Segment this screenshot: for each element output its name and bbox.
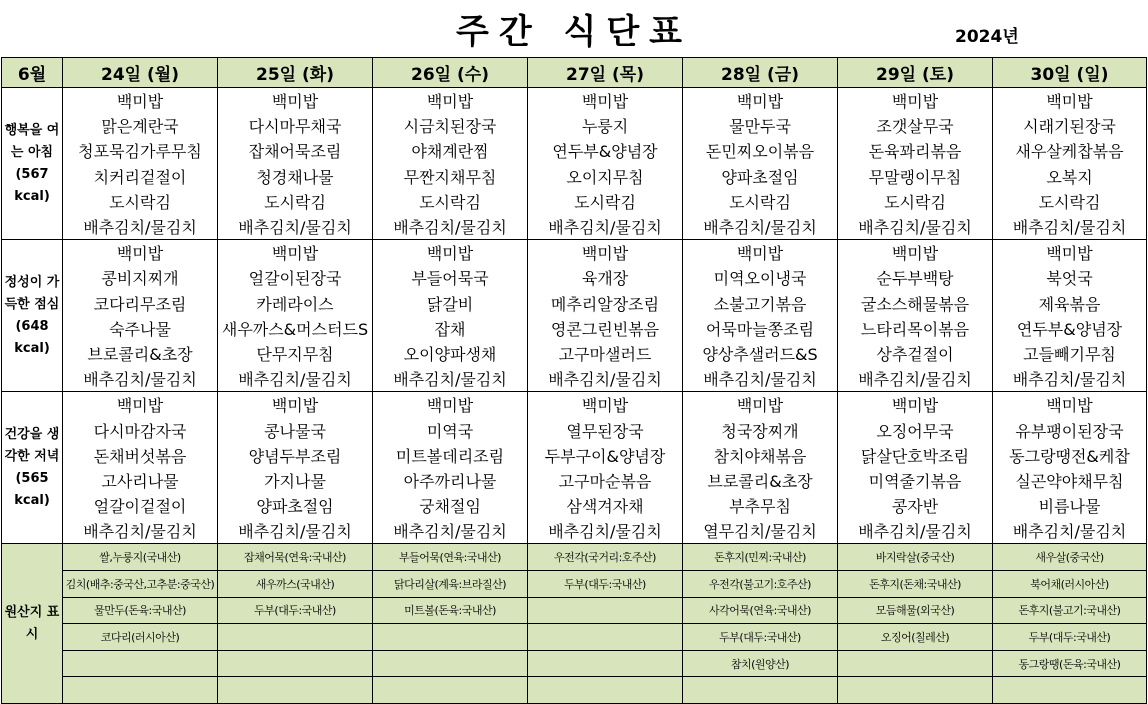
menu-item: 백미밥 bbox=[838, 88, 993, 114]
menu-item: 배추김치/물김치 bbox=[63, 366, 218, 392]
menu-item: 배추김치/물김치 bbox=[683, 214, 838, 240]
menu-item: 백미밥 bbox=[373, 392, 528, 418]
dinner-row bbox=[2, 392, 1147, 418]
menu-item: 삼색겨자채 bbox=[528, 493, 683, 518]
menu-item: 고구마순볶음 bbox=[528, 468, 683, 493]
menu-item: 닭갈비 bbox=[373, 291, 528, 316]
menu-item: 청국장찌개 bbox=[683, 417, 838, 442]
menu-item: 다시마무채국 bbox=[218, 113, 373, 138]
menu-item: 연두부&양념장 bbox=[993, 316, 1147, 341]
dinner-label: 건강을 생각한 저녁 (565 kcal) bbox=[2, 392, 63, 544]
menu-item: 도시락김 bbox=[528, 189, 683, 214]
menu-item: 오이양파생채 bbox=[373, 341, 528, 366]
menu-item: 백미밥 bbox=[683, 240, 838, 266]
origin-item: 돈후지(돈채:국내산) bbox=[838, 570, 993, 597]
origin-item: 참치(원양산) bbox=[683, 650, 838, 677]
menu-item: 브로콜리&초장 bbox=[63, 341, 218, 366]
menu-item: 두부구이&양념장 bbox=[528, 443, 683, 468]
origin-item: 물만두(돈육:국내산) bbox=[63, 597, 218, 624]
menu-item: 배추김치/물김치 bbox=[838, 366, 993, 392]
menu-item: 고구마샐러드 bbox=[528, 341, 683, 366]
month-header: 6월 bbox=[2, 58, 63, 88]
menu-item: 배추김치/물김치 bbox=[993, 366, 1147, 392]
header-row bbox=[2, 58, 1147, 88]
origin-label: 원산지 표시 bbox=[2, 544, 63, 704]
origin-item: 북어채(러시아산) bbox=[993, 570, 1147, 597]
menu-item: 카레라이스 bbox=[218, 291, 373, 316]
menu-item: 시금치된장국 bbox=[373, 113, 528, 138]
origin-row bbox=[2, 544, 1147, 571]
menu-item: 백미밥 bbox=[218, 240, 373, 266]
menu-item: 실곤약야채무침 bbox=[993, 468, 1147, 493]
origin-row bbox=[2, 650, 1147, 677]
origin-item bbox=[218, 650, 373, 677]
breakfast-row bbox=[2, 88, 1147, 114]
breakfast-row bbox=[2, 138, 1147, 163]
day-header: 24일 (월) bbox=[63, 58, 218, 88]
menu-item: 배추김치/물김치 bbox=[528, 518, 683, 544]
origin-item: 쌀,누룽지(국내산) bbox=[63, 544, 218, 571]
menu-item: 얼갈이겉절이 bbox=[63, 493, 218, 518]
menu-item: 오징어무국 bbox=[838, 417, 993, 442]
menu-item: 미역줄기볶음 bbox=[838, 468, 993, 493]
menu-item: 배추김치/물김치 bbox=[373, 366, 528, 392]
origin-item: 김치(배추:중국산,고추분:중국산) bbox=[63, 570, 218, 597]
origin-item: 두부(대두:국내산) bbox=[218, 597, 373, 624]
menu-item: 백미밥 bbox=[993, 392, 1147, 418]
origin-item bbox=[373, 650, 528, 677]
menu-item: 백미밥 bbox=[838, 240, 993, 266]
menu-item: 도시락김 bbox=[838, 189, 993, 214]
menu-item: 백미밥 bbox=[838, 392, 993, 418]
origin-item bbox=[528, 677, 683, 704]
origin-item: 부들어묵(연육:국내산) bbox=[373, 544, 528, 571]
breakfast-row bbox=[2, 214, 1147, 240]
menu-item: 배추김치/물김치 bbox=[528, 366, 683, 392]
origin-item: 잡채어묵(연육:국내산) bbox=[218, 544, 373, 571]
menu-item: 배추김치/물김치 bbox=[218, 366, 373, 392]
day-header: 30일 (일) bbox=[993, 58, 1147, 88]
origin-item bbox=[63, 650, 218, 677]
origin-item bbox=[528, 597, 683, 624]
menu-item: 상추겉절이 bbox=[838, 341, 993, 366]
menu-item: 부들어묵국 bbox=[373, 265, 528, 290]
menu-item: 열무된장국 bbox=[528, 417, 683, 442]
dinner-row bbox=[2, 468, 1147, 493]
origin-item bbox=[683, 677, 838, 704]
menu-item: 배추김치/물김치 bbox=[528, 214, 683, 240]
menu-item: 미역오이냉국 bbox=[683, 265, 838, 290]
menu-item: 백미밥 bbox=[528, 88, 683, 114]
menu-item: 새우까스&머스터드S bbox=[218, 316, 373, 341]
menu-item: 청경채나물 bbox=[218, 164, 373, 189]
day-header: 29일 (토) bbox=[838, 58, 993, 88]
origin-item bbox=[838, 677, 993, 704]
menu-item: 연두부&양념장 bbox=[528, 138, 683, 163]
menu-item: 배추김치/물김치 bbox=[993, 214, 1147, 240]
origin-item: 닭다리살(계육:브라질산) bbox=[373, 570, 528, 597]
breakfast-row bbox=[2, 113, 1147, 138]
menu-item: 돈민찌오이볶음 bbox=[683, 138, 838, 163]
menu-item: 도시락김 bbox=[993, 189, 1147, 214]
menu-item: 무말랭이무침 bbox=[838, 164, 993, 189]
menu-item: 돈육꽈리볶음 bbox=[838, 138, 993, 163]
menu-item: 참치야채볶음 bbox=[683, 443, 838, 468]
origin-row bbox=[2, 677, 1147, 704]
menu-item: 아주까리나물 bbox=[373, 468, 528, 493]
menu-item: 배추김치/물김치 bbox=[683, 366, 838, 392]
menu-item: 양상추샐러드&S bbox=[683, 341, 838, 366]
menu-item: 느타리목이볶음 bbox=[838, 316, 993, 341]
origin-item bbox=[373, 624, 528, 651]
menu-item: 양파초절임 bbox=[683, 164, 838, 189]
menu-item: 배추김치/물김치 bbox=[373, 214, 528, 240]
origin-item bbox=[993, 677, 1147, 704]
origin-item: 우전각(불고기:호주산) bbox=[683, 570, 838, 597]
menu-item: 육개장 bbox=[528, 265, 683, 290]
menu-item: 배추김치/물김치 bbox=[838, 518, 993, 544]
origin-item bbox=[373, 677, 528, 704]
lunch-row bbox=[2, 240, 1147, 266]
menu-item: 동그랑땡전&케찹 bbox=[993, 443, 1147, 468]
menu-item: 굴소스해물볶음 bbox=[838, 291, 993, 316]
menu-item: 백미밥 bbox=[63, 392, 218, 418]
menu-item: 청포묵김가루무침 bbox=[63, 138, 218, 163]
origin-item bbox=[528, 650, 683, 677]
origin-row bbox=[2, 624, 1147, 651]
origin-item bbox=[63, 677, 218, 704]
origin-item: 두부(대두:국내산) bbox=[528, 570, 683, 597]
menu-item: 메추리알장조림 bbox=[528, 291, 683, 316]
menu-item: 코다리무조림 bbox=[63, 291, 218, 316]
menu-item: 브로콜리&초장 bbox=[683, 468, 838, 493]
day-header: 27일 (목) bbox=[528, 58, 683, 88]
menu-item: 배추김치/물김치 bbox=[838, 214, 993, 240]
menu-item: 무짠지채무침 bbox=[373, 164, 528, 189]
origin-item: 새우살(중국산) bbox=[993, 544, 1147, 571]
title-bar bbox=[0, 0, 1148, 56]
menu-item: 백미밥 bbox=[683, 392, 838, 418]
dinner-row bbox=[2, 518, 1147, 544]
menu-item: 숙주나물 bbox=[63, 316, 218, 341]
lunch-row bbox=[2, 265, 1147, 290]
menu-item: 백미밥 bbox=[528, 392, 683, 418]
weekly-menu-table bbox=[1, 57, 1147, 704]
menu-item: 도시락김 bbox=[218, 189, 373, 214]
menu-item: 콩나물국 bbox=[218, 417, 373, 442]
menu-item: 영콘그린빈볶음 bbox=[528, 316, 683, 341]
lunch-row bbox=[2, 291, 1147, 316]
origin-item bbox=[528, 624, 683, 651]
day-header: 28일 (금) bbox=[683, 58, 838, 88]
menu-item: 미트볼데리조림 bbox=[373, 443, 528, 468]
menu-item: 열무김치/물김치 bbox=[683, 518, 838, 544]
lunch-row bbox=[2, 341, 1147, 366]
menu-item: 백미밥 bbox=[683, 88, 838, 114]
menu-item: 배추김치/물김치 bbox=[63, 518, 218, 544]
menu-item: 백미밥 bbox=[218, 88, 373, 114]
origin-item: 새우까스(국내산) bbox=[218, 570, 373, 597]
menu-item: 유부팽이된장국 bbox=[993, 417, 1147, 442]
breakfast-label: 행복을 여는 아침 (567 kcal) bbox=[2, 88, 63, 240]
dinner-row bbox=[2, 417, 1147, 442]
origin-item bbox=[218, 624, 373, 651]
menu-item: 백미밥 bbox=[373, 88, 528, 114]
menu-item: 배추김치/물김치 bbox=[993, 518, 1147, 544]
menu-item: 백미밥 bbox=[528, 240, 683, 266]
menu-item: 부추무침 bbox=[683, 493, 838, 518]
menu-item: 궁채절임 bbox=[373, 493, 528, 518]
menu-item: 잡채어묵조림 bbox=[218, 138, 373, 163]
menu-item: 소불고기볶음 bbox=[683, 291, 838, 316]
menu-item: 가지나물 bbox=[218, 468, 373, 493]
menu-item: 도시락김 bbox=[683, 189, 838, 214]
origin-item: 두부(대두:국내산) bbox=[683, 624, 838, 651]
breakfast-row bbox=[2, 189, 1147, 214]
menu-item: 콩자반 bbox=[838, 493, 993, 518]
origin-item: 모듬해물(외국산) bbox=[838, 597, 993, 624]
menu-item: 조갯살무국 bbox=[838, 113, 993, 138]
menu-item: 백미밥 bbox=[63, 88, 218, 114]
menu-item: 양파초절임 bbox=[218, 493, 373, 518]
menu-item: 얼갈이된장국 bbox=[218, 265, 373, 290]
menu-item: 배추김치/물김치 bbox=[218, 214, 373, 240]
menu-item: 어묵마늘쫑조림 bbox=[683, 316, 838, 341]
dinner-row bbox=[2, 493, 1147, 518]
menu-item: 돈채버섯볶음 bbox=[63, 443, 218, 468]
menu-item: 미역국 bbox=[373, 417, 528, 442]
menu-item: 양념두부조림 bbox=[218, 443, 373, 468]
menu-item: 도시락김 bbox=[373, 189, 528, 214]
menu-item: 백미밥 bbox=[63, 240, 218, 266]
menu-item: 도시락김 bbox=[63, 189, 218, 214]
lunch-row bbox=[2, 316, 1147, 341]
origin-row bbox=[2, 570, 1147, 597]
menu-item: 백미밥 bbox=[373, 240, 528, 266]
day-header: 25일 (화) bbox=[218, 58, 373, 88]
menu-item: 고들빼기무침 bbox=[993, 341, 1147, 366]
menu-item: 누룽지 bbox=[528, 113, 683, 138]
menu-item: 백미밥 bbox=[218, 392, 373, 418]
dinner-row bbox=[2, 443, 1147, 468]
menu-item: 새우살케찹볶음 bbox=[993, 138, 1147, 163]
page-title: 주간 식단표 bbox=[455, 12, 693, 52]
origin-item: 바지락살(중국산) bbox=[838, 544, 993, 571]
menu-item: 치커리겉절이 bbox=[63, 164, 218, 189]
day-header: 26일 (수) bbox=[373, 58, 528, 88]
menu-item: 오복지 bbox=[993, 164, 1147, 189]
lunch-row bbox=[2, 366, 1147, 392]
origin-item: 돈후지(불고기:국내산) bbox=[993, 597, 1147, 624]
menu-item: 백미밥 bbox=[993, 240, 1147, 266]
origin-item: 두부(대두:국내산) bbox=[993, 624, 1147, 651]
origin-item bbox=[838, 650, 993, 677]
menu-item: 시래기된장국 bbox=[993, 113, 1147, 138]
menu-item: 잡채 bbox=[373, 316, 528, 341]
menu-item: 순두부백탕 bbox=[838, 265, 993, 290]
origin-item: 돈후지(민찌:국내산) bbox=[683, 544, 838, 571]
menu-item: 백미밥 bbox=[993, 88, 1147, 114]
year-label: 2024년 bbox=[955, 27, 1019, 47]
origin-item bbox=[218, 677, 373, 704]
origin-row bbox=[2, 597, 1147, 624]
menu-item: 단무지무침 bbox=[218, 341, 373, 366]
menu-item: 배추김치/물김치 bbox=[373, 518, 528, 544]
origin-item: 사각어묵(연육:국내산) bbox=[683, 597, 838, 624]
origin-item: 우전각(국거리:호주산) bbox=[528, 544, 683, 571]
menu-item: 북엇국 bbox=[993, 265, 1147, 290]
menu-item: 닭살단호박조림 bbox=[838, 443, 993, 468]
menu-item: 비름나물 bbox=[993, 493, 1147, 518]
origin-item: 동그랑땡(돈육:국내산) bbox=[993, 650, 1147, 677]
menu-item: 오이지무침 bbox=[528, 164, 683, 189]
menu-item: 콩비지찌개 bbox=[63, 265, 218, 290]
menu-item: 맑은계란국 bbox=[63, 113, 218, 138]
menu-item: 야채계란찜 bbox=[373, 138, 528, 163]
menu-item: 물만두국 bbox=[683, 113, 838, 138]
menu-item: 다시마감자국 bbox=[63, 417, 218, 442]
origin-item: 미트볼(돈육:국내산) bbox=[373, 597, 528, 624]
menu-item: 제육볶음 bbox=[993, 291, 1147, 316]
origin-item: 오징어(칠레산) bbox=[838, 624, 993, 651]
menu-item: 배추김치/물김치 bbox=[63, 214, 218, 240]
breakfast-row bbox=[2, 164, 1147, 189]
menu-item: 배추김치/물김치 bbox=[218, 518, 373, 544]
lunch-label: 정성이 가득한 점심 (648 kcal) bbox=[2, 240, 63, 392]
menu-item: 고사리나물 bbox=[63, 468, 218, 493]
origin-item: 코다리(러시아산) bbox=[63, 624, 218, 651]
